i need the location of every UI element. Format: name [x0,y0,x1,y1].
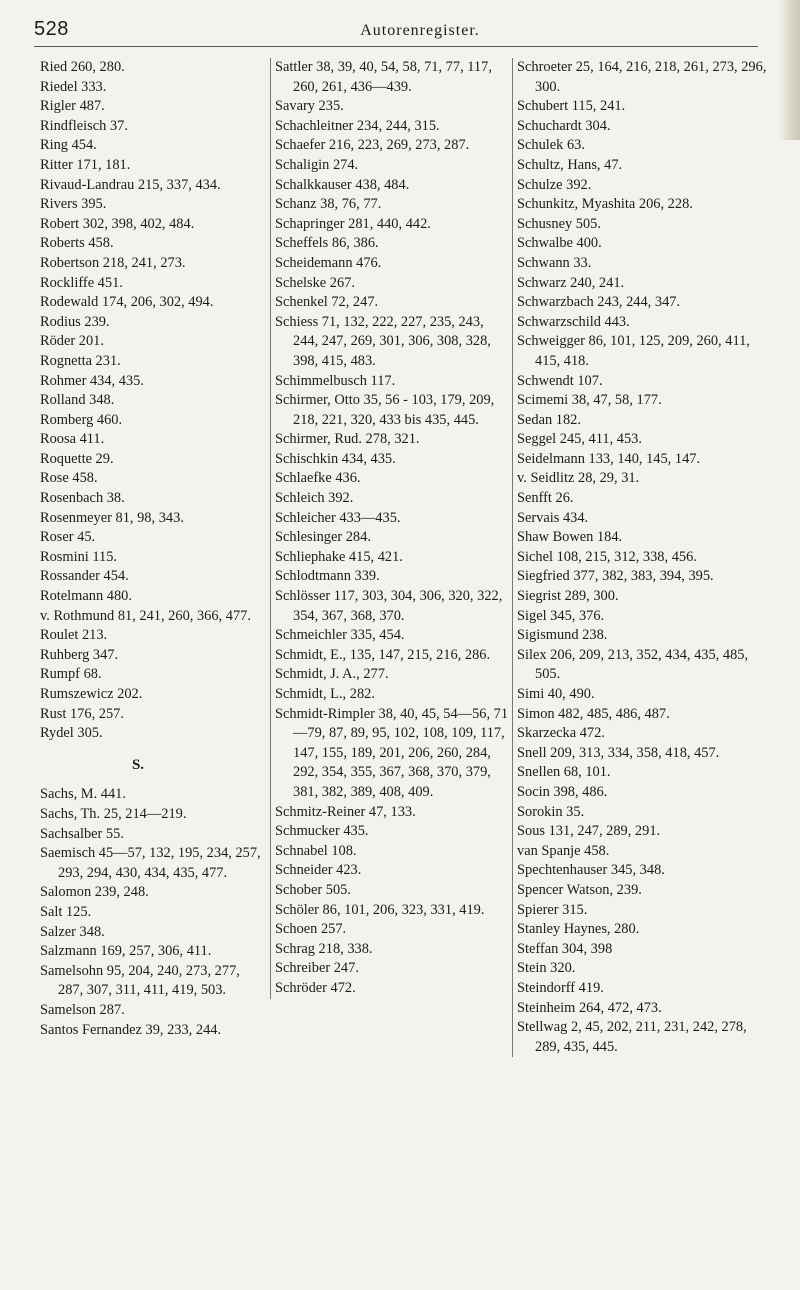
index-entry: Schlaefke 436. [275,470,361,487]
index-entry: Sichel 108, 215, 312, 338, 456. [517,548,697,565]
index-entry: van Spanje 458. [517,842,610,859]
index-entry: Schapringer 281, 440, 442. [275,215,431,232]
index-entry: Schirmer, Rud. 278, 321. [275,431,420,448]
index-entry: Schenkel 72, 247. [275,294,379,311]
index-entry: Schunkitz, Myashita 206, 228. [517,196,693,213]
index-column-2 [270,58,511,999]
index-entry: Röder 201. [40,333,104,350]
index-entry: Senfft 26. [517,490,574,507]
page-edge-shadow [778,0,800,140]
index-entry: Saemisch 45—57, 132, 195, 234, 257, 293, 294, 430, 434, 435, 477. [40,845,261,881]
index-entry: Sigel 345, 376. [517,607,605,624]
index-entry: Schwendt 107. [517,372,603,389]
index-entry: Rivaud-Landrau 215, 337, 434. [40,176,221,193]
index-entry: Seidelmann 133, 140, 145, 147. [517,450,701,467]
index-columns [40,58,770,1258]
index-entry: Schröder 472. [275,979,356,996]
index-entry: Robert 302, 398, 402, 484. [40,215,195,232]
index-entry: Schleicher 433—435. [275,509,401,526]
index-entry: Sachsalber 55. [40,825,124,842]
index-entry: Schulek 63. [517,137,585,154]
index-entry: Socin 398, 486. [517,783,608,800]
index-entry: Santos Fernandez 39, 233, 244. [40,1021,222,1038]
index-entry: Rumpf 68. [40,666,102,683]
index-entry: Rohmer 434, 435. [40,372,144,389]
index-entry: Schwarzschild 443. [517,313,630,330]
index-entry: Sachs, M. 441. [40,786,126,803]
index-entry: Schneider 423. [275,862,362,879]
index-entry: Schliephake 415, 421. [275,548,403,565]
index-entry: Sattler 38, 39, 40, 54, 58, 71, 77, 117, 260, 261, 436—439. [275,59,492,95]
page-header [34,18,766,48]
header-rule [34,46,758,47]
index-entry: Schöler 86, 101, 206, 323, 331, 419. [275,901,485,918]
index-entry: Roberts 458. [40,235,114,252]
index-entry: Schwann 33. [517,254,592,271]
index-entry: Sachs, Th. 25, 214—219. [40,805,187,822]
index-entry: v. Seidlitz 28, 29, 31. [517,470,640,487]
index-entry: Salzer 348. [40,923,105,940]
index-entry: Servais 434. [517,509,589,526]
index-entry: Roser 45. [40,529,96,546]
index-entry: Salt 125. [40,903,92,920]
index-entry: Savary 235. [275,98,344,115]
index-entry: Schmucker 435. [275,823,369,840]
index-entry: Scheidemann 476. [275,254,382,271]
index-entry: Schmitz-Reiner 47, 133. [275,803,416,820]
index-entry: Samelsohn 95, 204, 240, 273, 277, 287, 307, 311, 411, 419, 503. [40,962,240,999]
index-entry: Rumszewicz 202. [40,686,143,702]
index-entry: Schnabel 108. [275,842,357,859]
index-entry: Riedel 333. [40,78,107,95]
index-entry: Schrag 218, 338. [275,940,373,957]
index-entry: Schusney 505. [517,215,601,232]
index-entry: Roosa 411. [40,431,105,448]
entries-col2 [275,58,511,999]
index-entry: Schmidt, J. A., 277. [275,666,389,683]
index-entry: Rose 458. [40,470,98,487]
index-entry: Spechtenhauser 345, 348. [517,862,665,879]
index-entry: Rydel 305. [40,725,103,742]
index-entry: Simi 40, 490. [517,686,595,702]
index-entry: Stanley Haynes, 280. [517,921,640,938]
index-entry: Steinheim 264, 472, 473. [517,999,662,1016]
index-entry: Schwarzbach 243, 244, 347. [517,294,681,311]
index-entry: Schwalbe 400. [517,235,602,252]
index-entry: Robertson 218, 241, 273. [40,254,186,271]
index-entry: Schultz, Hans, 47. [517,156,623,173]
index-entry: Scheffels 86, 386. [275,235,379,252]
index-entry: Stein 320. [517,960,576,977]
index-entry: Rosmini 115. [40,548,118,565]
entries-r [40,58,266,744]
index-entry: Snell 209, 313, 334, 358, 418, 457. [517,744,720,761]
index-entry: Schischkin 434, 435. [275,450,396,467]
index-entry: Salomon 239, 248. [40,884,149,901]
index-entry: Sigismund 238. [517,627,608,644]
index-entry: Silex 206, 209, 213, 352, 434, 435, 485, 505. [517,646,749,683]
index-entry: Steindorff 419. [517,979,604,996]
index-entry: Ritter 171, 181. [40,156,131,173]
index-entry: Schalkkauser 438, 484. [275,176,410,193]
index-entry: Rindfleisch 37. [40,117,128,134]
index-entry: Sorokin 35. [517,803,585,820]
index-entry: Schimmelbusch 117. [275,372,396,389]
index-entry: Schmidt, L., 282. [275,686,375,702]
index-entry: Schroeter 25, 164, 216, 218, 261, 273, 296, 300. [517,59,767,95]
index-entry: Skarzecka 472. [517,725,605,742]
index-entry: Sous 131, 247, 289, 291. [517,823,661,840]
index-entry: Schubert 115, 241. [517,98,626,115]
index-entry: Schleich 392. [275,490,354,507]
index-entry: Schulze 392. [517,176,592,193]
index-entry: Steffan 304, 398 [517,940,613,957]
index-entry: Snellen 68, 101. [517,764,611,781]
index-entry: Rockliffe 451. [40,274,123,291]
index-entry: Rust 176, 257. [40,705,124,722]
index-column-1 [40,58,266,1040]
index-entry: Schweigger 86, 101, 125, 209, 260, 411, 415, 418. [517,333,750,369]
index-entry: Schlösser 117, 303, 304, 306, 320, 322, 354, 367, 368, 370. [275,588,503,624]
index-entry: Schanz 38, 76, 77. [275,196,382,213]
index-entry: Roquette 29. [40,450,114,467]
index-entry: Shaw Bowen 184. [517,529,623,546]
index-entry: Spencer Watson, 239. [517,881,642,898]
index-entry: Schachleitner 234, 244, 315. [275,117,440,134]
index-entry: Schlesinger 284. [275,529,371,546]
index-entry: v. Rothmund 81, 241, 260, 366, 477. [40,607,251,624]
index-entry: Rotelmann 480. [40,588,132,605]
index-entry: Rognetta 231. [40,352,121,369]
index-entry: Schirmer, Otto 35, 56 - 103, 179, 209, 218, 221, 320, 433 bis 435, 445. [275,392,495,428]
index-entry: Simon 482, 485, 486, 487. [517,705,670,722]
index-entry: Ruhberg 347. [40,646,119,663]
index-entry: Rigler 487. [40,98,105,115]
running-title: Autorenregister. [360,22,480,39]
index-entry: Stellwag 2, 45, 202, 211, 231, 242, 278, 289, 435, 445. [517,1019,747,1055]
index-entry: Schmidt, E., 135, 147, 215, 216, 286. [275,646,491,663]
index-entry: Schaligin 274. [275,156,359,173]
index-entry: Ried 260, 280. [40,59,125,75]
index-entry: Schlodtmann 339. [275,568,380,585]
index-entry: Sedan 182. [517,411,581,428]
index-entry: Siegrist 289, 300. [517,588,619,605]
index-entry: Schmeichler 335, 454. [275,627,405,644]
index-entry: Rosenbach 38. [40,490,125,507]
index-entry: Rivers 395. [40,196,107,213]
index-entry: Schuchardt 304. [517,117,611,134]
index-column-3 [512,58,775,1057]
index-entry: Rodewald 174, 206, 302, 494. [40,294,214,311]
index-entry: Seggel 245, 411, 453. [517,431,642,448]
index-entry: Schiess 71, 132, 222, 227, 235, 243, 244, 247, 269, 301, 306, 308, 328, 398, 415, 483. [275,313,491,369]
index-entry: Schelske 267. [275,274,355,291]
index-entry: Spierer 315. [517,901,588,918]
index-entry: Scimemi 38, 47, 58, 177. [517,392,662,409]
index-entry: Roulet 213. [40,627,108,644]
entries-col3 [517,58,775,1057]
index-entry: Salzmann 169, 257, 306, 411. [40,943,212,960]
index-entry: Siegfried 377, 382, 383, 394, 395. [517,568,714,585]
index-entry: Schaefer 216, 223, 269, 273, 287. [275,137,470,154]
index-entry: Romberg 460. [40,411,123,428]
index-entry: Samelson 287. [40,1001,125,1018]
index-entry: Rodius 239. [40,313,110,330]
index-entry: Schwarz 240, 241. [517,274,625,291]
entries-s [40,785,266,1040]
index-entry: Schreiber 247. [275,960,359,977]
index-entry: Rosenmeyer 81, 98, 343. [40,509,184,526]
page-number: 528 [34,18,69,40]
index-entry: Rolland 348. [40,392,115,409]
index-entry: Schober 505. [275,881,351,898]
index-entry: Rossander 454. [40,568,129,585]
index-entry: Ring 454. [40,137,97,154]
index-entry: Schoen 257. [275,921,347,938]
section-letter-s: S. [131,756,145,773]
index-entry: Schmidt-Rimpler 38, 40, 45, 54—56, 71—79, 87, 89, 95, 102, 108, 109, 117, 147, 155, 189, 201, 206, 260, 284, 292, 354, 355, 367, 368, 370, 379, 381, 382, 389, 408, 409. [275,705,509,800]
